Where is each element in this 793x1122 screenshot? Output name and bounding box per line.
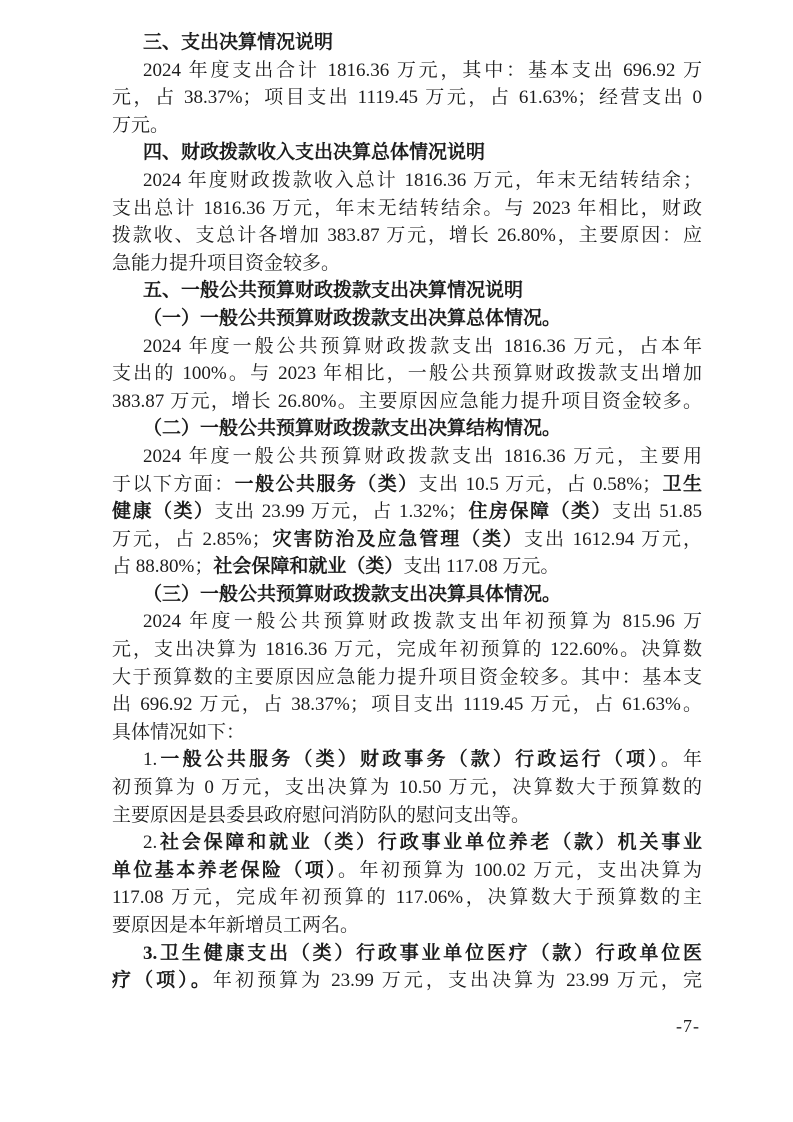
paragraph-line: 拨款收、支总计各增加 383.87 万元，增长 26.80%，主要原因：应 <box>112 225 702 247</box>
bold-category: 一般公共服务（类） <box>234 473 419 495</box>
paragraph-line: 万元。 <box>112 114 170 136</box>
section-heading: 五、一般公共预算财政拨款支出决算情况说明 <box>143 280 524 302</box>
text-run: 于以下方面： <box>112 473 235 495</box>
text-run: 年初预算为 23.99 万元，支出决算为 23.99 万元，完 <box>212 970 702 992</box>
item-number: 2. <box>143 832 158 854</box>
text-run: 。年 <box>660 749 702 771</box>
bold-budget-item: 一般公共服务（类）财政事务（款）行政运行（项） <box>157 749 661 771</box>
item-line <box>112 967 702 995</box>
item-line: 主要原因是县委县政府慰问消防队的慰问支出等。 <box>112 804 531 826</box>
paragraph-line: 2024 年度一般公共预算财政拨款支出年初预算为 815.96 万 <box>143 611 702 633</box>
paragraph-line: 具体情况如下： <box>112 721 246 743</box>
bold-budget-item: 社会保障和就业（类）行政事业单位养老（款）机关事业 <box>157 832 702 854</box>
bold-category: 社会保障和就业（类） <box>213 556 404 578</box>
text-run: 支出 117.08 万元。 <box>403 556 560 578</box>
text-run: 。年初预算为 100.02 万元，支出决算为 <box>338 859 702 881</box>
section-fiscal-appropriation-overall <box>112 139 702 277</box>
paragraph-line <box>112 553 702 581</box>
bold-category: 卫生 <box>661 473 702 495</box>
paragraph-line <box>112 498 702 526</box>
subsection-heading: （三）一般公共预算财政拨款支出决算具体情况。 <box>143 583 562 605</box>
text-run: 万元，占 2.85%； <box>112 528 271 550</box>
paragraph-line: 元，占 38.37%；项目支出 1119.45 万元，占 61.63%；经营支出 0 <box>112 87 702 109</box>
paragraph-line: 元，支出决算为 1816.36 万元，完成年初预算的 122.60%。决算数 <box>112 639 702 661</box>
item-line: 初预算为 0 万元，支出决算为 10.50 万元，决算数大于预算数的 <box>112 777 702 799</box>
bold-category: 健康（类） <box>112 501 215 523</box>
bold-budget-item: 单位基本养老保险（项） <box>112 859 339 881</box>
item-number: 1. <box>143 749 158 771</box>
item-line: 要原因是本年新增员工两名。 <box>112 915 360 936</box>
paragraph-line: 2024 年度财政拨款收入总计 1816.36 万元，年末无结转结余； <box>143 169 702 191</box>
item-line <box>112 746 702 774</box>
subsection-heading: （二）一般公共预算财政拨款支出决算结构情况。 <box>143 418 562 440</box>
paragraph-line: 急能力提升项目资金较多。 <box>112 252 341 274</box>
item-line: 3.卫生健康支出（类）行政事业单位医疗（款）行政单位医 <box>143 942 702 964</box>
section-general-public-budget <box>112 277 702 994</box>
paragraph-line: 383.87 万元，增长 26.80%。主要原因应急能力提升项目资金较多。 <box>112 390 702 412</box>
document-body <box>112 29 702 995</box>
text-run: 支出 51.85 <box>612 501 702 523</box>
text-run: 占 88.80%； <box>112 556 214 578</box>
paragraph-line <box>112 526 702 554</box>
bold-category: 灾害防治及应急管理（类） <box>270 528 525 550</box>
section-heading: 四、财政拨款收入支出决算总体情况说明 <box>143 142 486 164</box>
page-number: -7- <box>676 1016 700 1036</box>
subsection-heading: （一）一般公共预算财政拨款支出决算总体情况。 <box>143 307 562 329</box>
item-line <box>112 829 702 857</box>
text-run: 支出 10.5 万元，占 0.58%； <box>418 473 662 495</box>
paragraph-line: 支出的 100%。与 2023 年相比，一般公共预算财政拨款支出增加 <box>112 363 702 385</box>
paragraph-line: 2024 年度一般公共预算财政拨款支出 1816.36 万元，主要用 <box>143 445 702 467</box>
item-line <box>112 857 702 885</box>
paragraph-line: 支出总计 1816.36 万元，年末无结转结余。与 2023 年相比，财政 <box>112 197 702 219</box>
text-run: 支出 1612.94 万元， <box>524 528 702 550</box>
paragraph-line: 2024 年度一般公共预算财政拨款支出 1816.36 万元，占本年 <box>143 335 702 357</box>
section-expenditure-final-accounts <box>112 29 702 139</box>
bold-budget-item: 疗（项）。 <box>112 970 213 992</box>
paragraph-line: 出 696.92 万元，占 38.37%；项目支出 1119.45 万元，占 61.63%。 <box>112 694 702 716</box>
item-line: 117.08 万元，完成年初预算的 117.06%，决算数大于预算数的主 <box>112 887 702 909</box>
paragraph-line: 大于预算数的主要原因应急能力提升项目资金较多。其中：基本支 <box>112 666 702 688</box>
section-heading: 三、支出决算情况说明 <box>143 32 334 53</box>
text-run: 支出 23.99 万元，占 1.32%； <box>214 501 468 523</box>
paragraph-line: 2024 年度支出合计 1816.36 万元，其中：基本支出 696.92 万 <box>143 59 702 81</box>
bold-category: 住房保障（类） <box>467 501 612 523</box>
paragraph-line <box>112 471 702 499</box>
